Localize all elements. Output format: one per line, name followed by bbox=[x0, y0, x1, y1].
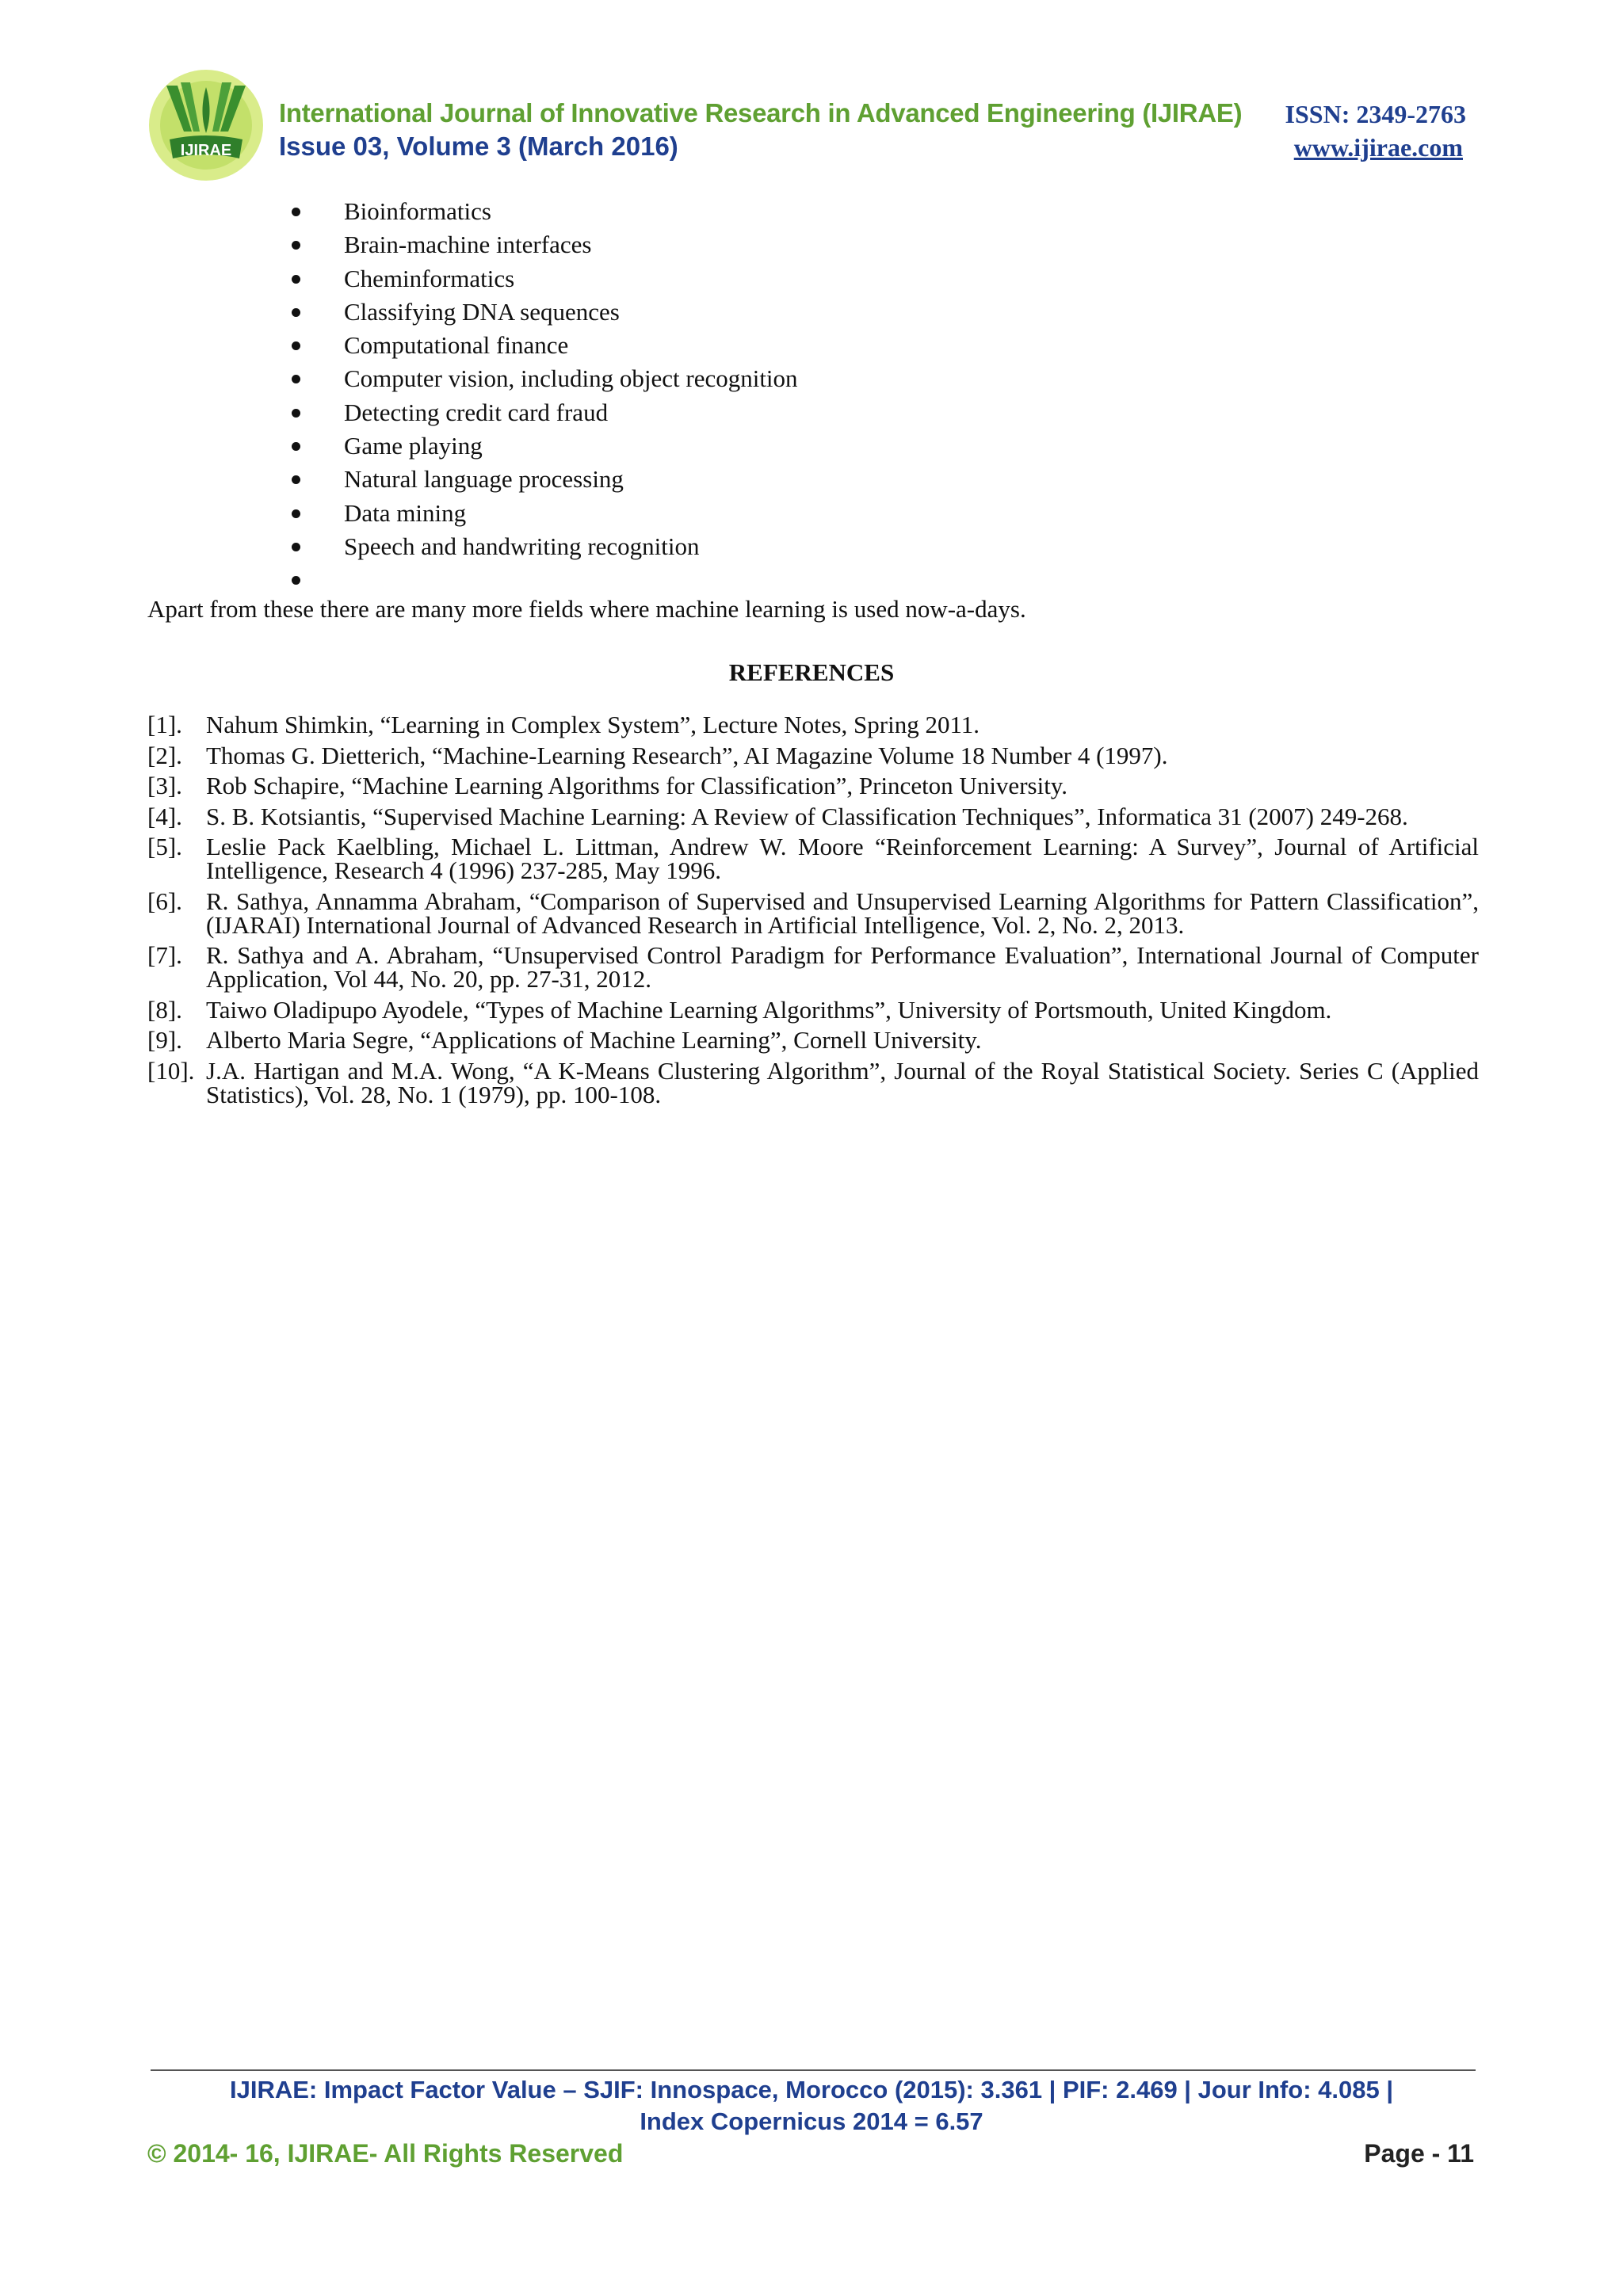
bullet-icon bbox=[292, 375, 300, 383]
application-list bbox=[292, 195, 798, 597]
footer-divider bbox=[151, 2069, 1476, 2071]
reference-item: [6]. R. Sathya, Annamma Abraham, “Comparison of Supervised and Unsupervised Learning Algorithms for Pattern Classification”, (IJARAI) International Journal of Advanced Research in Artificial Intelligence, Vol. 2, No. 2, 2013. bbox=[147, 887, 1479, 939]
bullet-icon bbox=[292, 576, 300, 585]
footer-copyright: © 2014- 16, IJIRAE- All Rights Reserved bbox=[147, 2139, 624, 2168]
reference-item: [2]. Thomas G. Dietterich, “Machine-Learning Research”, AI Magazine Volume 18 Number 4 (1997). bbox=[147, 741, 1168, 769]
bullet-icon bbox=[292, 543, 300, 551]
list-item: Cheminformatics bbox=[292, 262, 798, 296]
bullet-icon bbox=[292, 475, 300, 484]
references-list bbox=[147, 713, 1479, 1113]
issn: ISSN: 2349-2763 bbox=[1285, 100, 1466, 128]
list-item: Natural language processing bbox=[292, 463, 798, 496]
reference-item: [7]. R. Sathya and A. Abraham, “Unsupervised Control Paradigm for Performance Evaluation”, International Journal of Computer Application, Vol 44, No. 20, pp. 27-31, 2012. bbox=[147, 941, 1479, 993]
page-number: Page - 11 bbox=[1364, 2139, 1474, 2168]
reference-item: [5]. Leslie Pack Kaelbling, Michael L. Littman, Andrew W. Moore “Reinforcement Learning: A Survey”, Journal of Artificial Intelligence, Research 4 (1996) 237-285, May 1996. bbox=[147, 833, 1479, 884]
ijirae-logo bbox=[143, 63, 271, 182]
reference-item: [8]. Taiwo Oladipupo Ayodele, “Types of Machine Learning Algorithms”, University of Portsmouth, United Kingdom. bbox=[147, 995, 1332, 1024]
bullet-icon bbox=[292, 241, 300, 250]
bullet-icon bbox=[292, 442, 300, 451]
journal-title: International Journal of Innovative Research in Advanced Engineering (IJIRAE) bbox=[279, 98, 1243, 128]
bullet-icon bbox=[292, 409, 300, 418]
reference-item: [3]. Rob Schapire, “Machine Learning Algorithms for Classification”, Princeton University. bbox=[147, 772, 1068, 799]
footer-impact-factors: IJIRAE: Impact Factor Value – SJIF: Innospace, Morocco (2015): 3.361 | PIF: 2.469 | Jour Info: 4.085 | bbox=[230, 2076, 1393, 2103]
svg-text:IJIRAE: IJIRAE bbox=[180, 142, 232, 159]
list-item: Speech and handwriting recognition bbox=[292, 530, 798, 563]
journal-website-link[interactable]: www.ijirae.com bbox=[1293, 133, 1463, 162]
bullet-icon bbox=[292, 208, 300, 216]
bullet-icon bbox=[292, 509, 300, 518]
list-item: Bioinformatics bbox=[292, 195, 798, 228]
issue-info: Issue 03, Volume 3 (March 2016) bbox=[279, 132, 678, 161]
list-item: Detecting credit card fraud bbox=[292, 396, 798, 429]
footer-index-copernicus: Index Copernicus 2014 = 6.57 bbox=[640, 2107, 983, 2135]
list-item: Data mining bbox=[292, 497, 798, 530]
reference-item: [9]. Alberto Maria Segre, “Applications of Machine Learning”, Cornell University. bbox=[147, 1026, 982, 1054]
bullet-icon bbox=[292, 341, 300, 350]
list-item: Brain-machine interfaces bbox=[292, 228, 798, 261]
list-item: Computer vision, including object recognition bbox=[292, 362, 798, 395]
list-item: Classifying DNA sequences bbox=[292, 296, 798, 329]
bullet-icon bbox=[292, 275, 300, 284]
list-item: Game playing bbox=[292, 429, 798, 463]
reference-item: [4]. S. B. Kotsiantis, “Supervised Machine Learning: A Review of Classification Techniques”, Informatica 31 (2007) 249-268. bbox=[147, 802, 1408, 830]
references-heading: REFERENCES bbox=[728, 658, 895, 686]
reference-item: [1]. Nahum Shimkin, “Learning in Complex System”, Lecture Notes, Spring 2011. bbox=[147, 711, 980, 738]
bullet-icon bbox=[292, 308, 300, 317]
reference-item: [10]. J.A. Hartigan and M.A. Wong, “A K-Means Clustering Algorithm”, Journal of the Royal Statistical Society. Series C (Applied Statistics), Vol. 28, No. 1 (1979), pp. 100-108. bbox=[147, 1056, 1479, 1108]
closing-sentence: Apart from these there are many more fields where machine learning is used now-a-days. bbox=[147, 595, 1026, 623]
list-item: Computational finance bbox=[292, 329, 798, 362]
